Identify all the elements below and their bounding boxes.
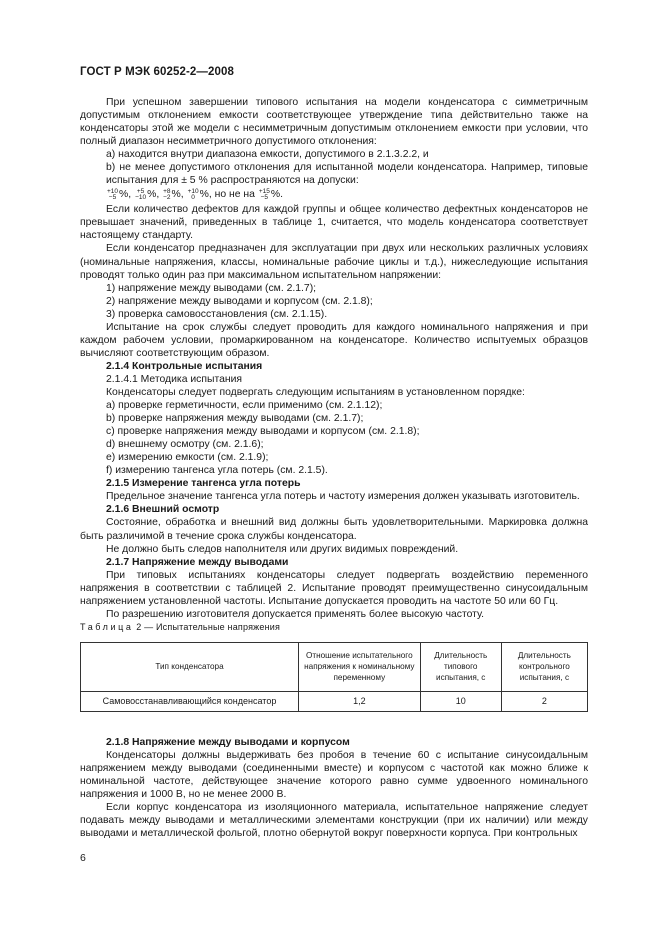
table-cell: 1,2	[299, 691, 421, 711]
tolerance: +10 0	[187, 187, 199, 201]
table-header: Длительность контрольного испытания, с	[501, 642, 587, 691]
paragraph: Испытание на срок службы следует проводить для каждого номинального напряжения и при каждом рабочем условии, промаркированном на конденсаторе. Количество испытуемых образцов вычисляют соответствующим образом.	[80, 321, 588, 359]
table-header: Отношение испытательного напряжения к номинальному переменному	[299, 642, 421, 691]
table-cell: 2	[501, 691, 587, 711]
tolerance: +10 −5	[107, 187, 119, 201]
paragraph: Если корпус конденсатора из изоляционного материала, испытательное напряжение следует подавать между выводами и металлическими элементами конструкции (при их наличии) или между выводами и металлической фольгой, плотно обернутой вокруг поверхности корпуса. При контрольных	[80, 802, 588, 840]
tolerance-line: +10 −5 %, +5 −10 %, +8 −2 %, +10 0 %, но не на +15 −5 %.	[107, 187, 284, 201]
tolerance: +8 −2	[163, 187, 171, 201]
list-item: 2) напряжение между выводами и корпусом (см. 2.1.8);	[106, 295, 373, 307]
test-voltage-table	[80, 642, 588, 712]
paragraph: Состояние, обработка и внешний вид должны быть удовлетворительными. Маркировка должна быть различимой в течение срока службы конденсатора.	[80, 517, 588, 542]
list-item: b) не менее допустимого отклонения для испытанной модели конденсатора. Например, типовые испытания для ± 5 % распространяются на допуски:	[106, 162, 588, 187]
section-heading: 2.1.5 Измерение тангенса угла потерь	[106, 478, 301, 490]
list-item: e) измерению емкости (см. 2.1.9);	[106, 452, 269, 464]
tolerance: +5 −10	[135, 187, 147, 201]
list-item: b) проверке напряжения между выводами (см. 2.1.7);	[106, 413, 364, 425]
section-heading: 2.1.7 Напряжение между выводами	[106, 556, 289, 568]
paragraph: При типовых испытаниях конденсаторы следует подвергать воздействию переменного напряжения в соответствии с таблицей 2. Испытание проводят преимущественно синусоидальным напряжением установленной частоты. Испытание допускается проводить на частоте 50 или 60 Гц.	[80, 569, 588, 607]
tolerance: +15 −5	[258, 187, 270, 201]
paragraph: Конденсаторы следует подвергать следующим испытаниям в установленном порядке:	[106, 386, 525, 398]
list-item: c) проверке напряжения между выводами и корпусом (см. 2.1.8);	[106, 426, 420, 438]
list-item: а) проверке герметичности, если применимо (см. 2.1.12);	[106, 400, 383, 412]
section-heading: 2.1.8 Напряжение между выводами и корпусом	[106, 736, 350, 748]
paragraph: Не должно быть следов наполнителя или других видимых повреждений.	[106, 543, 459, 555]
paragraph: Если конденсатор предназначен для эксплуатации при двух или нескольких различных условиях (номинальные напряжения, классы, номинальные рабочие циклы и т.д.), нижеследующие испытания проводят только один раз при максимальном испытательном напряжении:	[80, 243, 588, 281]
paragraph: По разрешению изготовителя допускается применять более высокую частоту.	[106, 608, 485, 620]
table-cell: Самовосстанавливающийся конденсатор	[81, 691, 299, 711]
list-item: 1) напряжение между выводами (см. 2.1.7);	[106, 282, 317, 294]
subsection-heading: 2.1.4.1 Методика испытания	[106, 373, 243, 385]
list-item: 3) проверка самовосстановления (см. 2.1.15).	[106, 308, 328, 320]
paragraph: При успешном завершении типового испытания на модели конденсатора с симметричным допустимым отклонением емкости соответствующее утверждение типа действительно также на конденсаторы этой же модели с несимметричным допустимым отклонением емкости при условии, что полный диапазон несимметричного допустимого отклонения:	[80, 97, 588, 148]
section-heading: 2.1.4 Контрольные испытания	[106, 360, 263, 372]
list-item: а) находится внутри диапазона емкости, допустимого в 2.1.3.2.2, и	[106, 149, 429, 161]
table-caption: Таблица 2 — Испытательные напряжения	[80, 621, 281, 632]
table-cell: 10	[420, 691, 501, 711]
paragraph: Конденсаторы должны выдерживать без пробоя в течение 60 с испытание синусоидальным напряжением между выводами (соединенными вместе) и корпусом с частотой как можно ближе к номинальной частоте, действующее значение которого равно сумме удвоенного номинального напряжения и 1000 В, но не менее 2000 В.	[80, 749, 588, 801]
table-row	[81, 691, 588, 711]
list-item: f) измерению тангенса угла потерь (см. 2.1.5).	[106, 465, 328, 477]
paragraph: Предельное значение тангенса угла потерь и частоту измерения должен указывать изготовитель.	[106, 491, 580, 503]
list-item: d) внешнему осмотру (см. 2.1.6);	[106, 439, 264, 451]
document-header: ГОСТ Р МЭК 60252-2—2008	[80, 66, 234, 78]
page-number: 6	[80, 852, 86, 864]
table-header: Тип конденсатора	[81, 642, 299, 691]
table-header: Длительность типового испытания, с	[420, 642, 501, 691]
section-heading: 2.1.6 Внешний осмотр	[106, 504, 220, 516]
paragraph: Если количество дефектов для каждой группы и общее количество дефектных конденсаторов не превышает значений, приведенных в таблице 1, считается, что модель конденсатора соответствует настоящему стандарту.	[80, 204, 588, 242]
document-body	[80, 96, 588, 840]
